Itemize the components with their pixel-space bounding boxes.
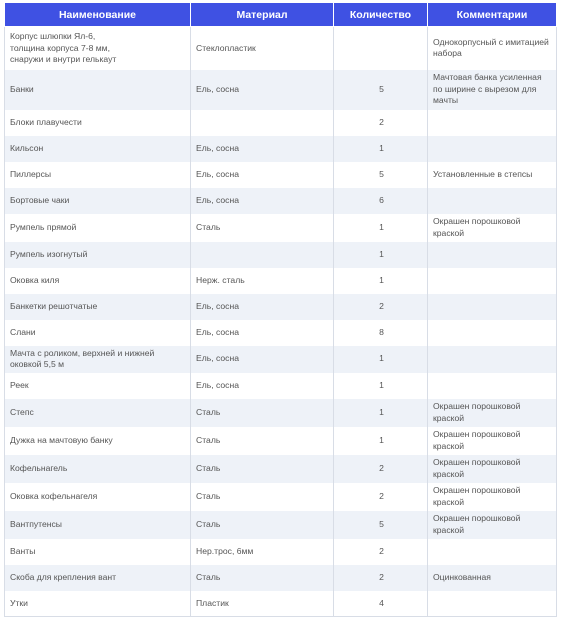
cell-name: Пиллерсы <box>5 162 191 188</box>
table-row <box>5 27 557 70</box>
cell-comment: Окрашен порошковой краской <box>428 483 557 511</box>
cell-material: Сталь <box>191 455 334 483</box>
table-row <box>5 70 557 110</box>
table-row <box>5 455 557 483</box>
cell-comment: Окрашен порошковой краской <box>428 399 557 427</box>
cell-quantity: 4 <box>334 591 428 617</box>
table-row <box>5 320 557 346</box>
cell-name: Слани <box>5 320 191 346</box>
cell-name: Румпель прямой <box>5 214 191 242</box>
cell-material: Ель, сосна <box>191 346 334 373</box>
table-row <box>5 427 557 455</box>
cell-quantity: 2 <box>334 483 428 511</box>
cell-material: Нер.трос, 6мм <box>191 539 334 565</box>
cell-quantity: 1 <box>334 399 428 427</box>
cell-comment: Установленные в степсы <box>428 162 557 188</box>
cell-comment <box>428 188 557 214</box>
table-row <box>5 136 557 162</box>
table-row <box>5 346 557 373</box>
header-comments[interactable]: Комментарии <box>428 3 557 27</box>
header-quantity[interactable]: Количество <box>334 3 428 27</box>
cell-name: Блоки плавучести <box>5 110 191 136</box>
cell-material: Ель, сосна <box>191 162 334 188</box>
cell-material: Сталь <box>191 427 334 455</box>
cell-material: Стеклопластик <box>191 27 334 70</box>
cell-name: Кофельнагель <box>5 455 191 483</box>
table-header-row <box>5 3 557 27</box>
cell-comment: Оцинкованная <box>428 565 557 591</box>
cell-quantity: 1 <box>334 427 428 455</box>
cell-material: Сталь <box>191 399 334 427</box>
cell-name: Корпус шлюпки Ял-6, толщина корпуса 7-8 мм, снаружи и внутри гелькаут <box>5 27 191 70</box>
cell-comment <box>428 268 557 294</box>
cell-comment <box>428 110 557 136</box>
cell-name: Степс <box>5 399 191 427</box>
table-row <box>5 214 557 242</box>
cell-material: Нерж. сталь <box>191 268 334 294</box>
table-row <box>5 565 557 591</box>
spec-table <box>4 2 557 617</box>
cell-quantity: 5 <box>334 162 428 188</box>
cell-material <box>191 110 334 136</box>
cell-comment <box>428 346 557 373</box>
cell-material: Сталь <box>191 511 334 539</box>
cell-material: Ель, сосна <box>191 136 334 162</box>
cell-comment <box>428 539 557 565</box>
table-body <box>5 27 557 617</box>
table-row <box>5 268 557 294</box>
cell-quantity: 2 <box>334 539 428 565</box>
cell-material: Сталь <box>191 214 334 242</box>
cell-name: Румпель изогнутый <box>5 242 191 268</box>
cell-name: Утки <box>5 591 191 617</box>
cell-name: Вантпутенсы <box>5 511 191 539</box>
table-row <box>5 591 557 617</box>
cell-quantity: 1 <box>334 268 428 294</box>
cell-name: Оковка киля <box>5 268 191 294</box>
cell-quantity <box>334 27 428 70</box>
cell-comment: Окрашен порошковой краской <box>428 214 557 242</box>
cell-material: Ель, сосна <box>191 70 334 110</box>
cell-quantity: 1 <box>334 136 428 162</box>
cell-quantity: 8 <box>334 320 428 346</box>
cell-comment: Мачтовая банка усиленная по ширине с вырезом для мачты <box>428 70 557 110</box>
cell-quantity: 1 <box>334 242 428 268</box>
cell-name: Ванты <box>5 539 191 565</box>
table-row <box>5 511 557 539</box>
cell-quantity: 2 <box>334 294 428 320</box>
cell-material: Сталь <box>191 483 334 511</box>
cell-name: Кильсон <box>5 136 191 162</box>
cell-quantity: 5 <box>334 70 428 110</box>
table-row <box>5 110 557 136</box>
cell-quantity: 2 <box>334 455 428 483</box>
cell-material: Сталь <box>191 565 334 591</box>
table-row <box>5 294 557 320</box>
cell-quantity: 5 <box>334 511 428 539</box>
cell-quantity: 1 <box>334 373 428 399</box>
header-material[interactable]: Материал <box>191 3 334 27</box>
cell-material: Ель, сосна <box>191 373 334 399</box>
table-row <box>5 242 557 268</box>
cell-quantity: 1 <box>334 346 428 373</box>
cell-material: Ель, сосна <box>191 320 334 346</box>
cell-name: Мачта с роликом, верхней и нижней оковкой 5,5 м <box>5 346 191 373</box>
cell-name: Банки <box>5 70 191 110</box>
table-row <box>5 373 557 399</box>
table-row <box>5 483 557 511</box>
table-row <box>5 162 557 188</box>
cell-material <box>191 242 334 268</box>
cell-material: Ель, сосна <box>191 294 334 320</box>
cell-comment <box>428 242 557 268</box>
cell-comment: Однокорпусный с имитацией набора <box>428 27 557 70</box>
table-row <box>5 399 557 427</box>
cell-name: Банкетки решотчатые <box>5 294 191 320</box>
cell-name: Дужка на мачтовую банку <box>5 427 191 455</box>
cell-comment <box>428 591 557 617</box>
cell-comment: Окрашен порошковой краской <box>428 511 557 539</box>
cell-quantity: 2 <box>334 110 428 136</box>
cell-quantity: 1 <box>334 214 428 242</box>
cell-name: Бортовые чаки <box>5 188 191 214</box>
cell-material: Пластик <box>191 591 334 617</box>
cell-comment <box>428 320 557 346</box>
cell-quantity: 2 <box>334 565 428 591</box>
cell-name: Скоба для крепления вант <box>5 565 191 591</box>
cell-quantity: 6 <box>334 188 428 214</box>
table-row <box>5 539 557 565</box>
cell-comment <box>428 294 557 320</box>
cell-name: Оковка кофельнагеля <box>5 483 191 511</box>
cell-comment: Окрашен порошковой краской <box>428 427 557 455</box>
cell-name: Реек <box>5 373 191 399</box>
cell-comment: Окрашен порошковой краской <box>428 455 557 483</box>
cell-comment <box>428 136 557 162</box>
cell-comment <box>428 373 557 399</box>
cell-material: Ель, сосна <box>191 188 334 214</box>
header-name[interactable]: Наименование <box>5 3 191 27</box>
table-row <box>5 188 557 214</box>
